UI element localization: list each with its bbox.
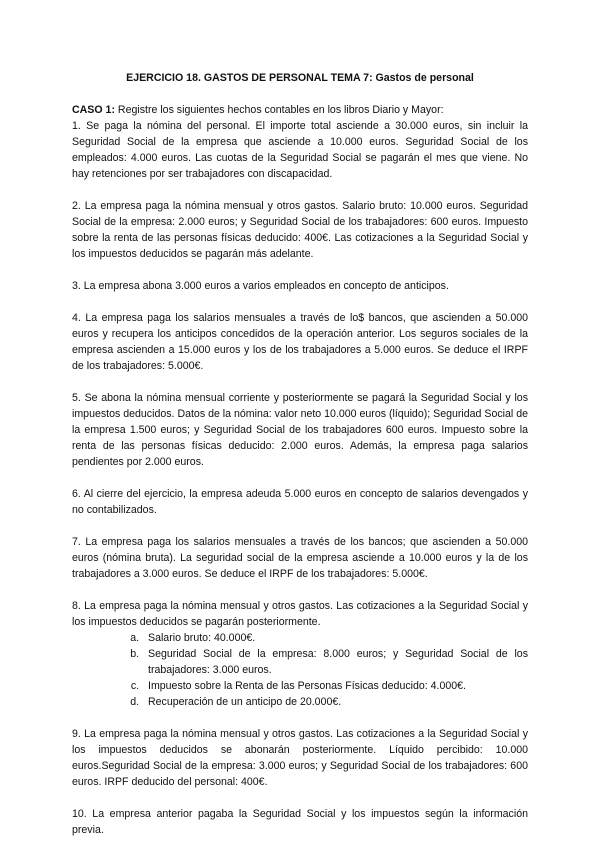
exercise-item-9: 9. La empresa paga la nómina mensual y otros gastos. Las cotizaciones a la Seguridad Social y los impuestos deducidos se abonarán posteriormente. Líquido percibido: 10.000 euros.Seguridad Social de la empresa: 3.000 euros; y Seguridad Social de los trabajadores: 600 euros. IRPF deducido del personal: 400€.: [72, 728, 528, 788]
document-body: [72, 102, 528, 854]
exercise-item-3: 3. La empresa abona 3.000 euros a varios empleados en concepto de anticipos.: [72, 280, 449, 292]
caso-intro: [72, 102, 528, 182]
exercise-item-6: 6. Al cierre del ejercicio, la empresa adeuda 5.000 euros en concepto de salarios devengados y no contabilizados.: [72, 488, 528, 516]
exercise-item-7: 7. La empresa paga los salarios mensuales a través de los bancos; que ascienden a 50.000 euros (nómina bruta). La seguridad social de la empresa asciende a 10.000 euros y la de los trabajadores a 3.000 euros. Se deduce el IRPF de los trabajadores: 5.000€.: [72, 536, 528, 580]
exercise-item-8-sublist: [72, 630, 528, 710]
caso-intro-text: Registre los siguientes hechos contables en los libros Diario y Mayor:: [114, 104, 444, 116]
sub-item-b: b. Seguridad Social de la empresa: 8.000 euros; y Seguridad Social de los trabajadores: 3.000 euros.: [142, 646, 528, 678]
sub-item-a: a. Salario bruto: 40.000€.: [142, 630, 528, 646]
exercise-item-8: 8. La empresa paga la nómina mensual y otros gastos. Las cotizaciones a la Seguridad Social y los impuestos deducidos se pagarán posteriormente.: [72, 600, 528, 628]
exercise-item-1: 1. Se paga la nómina del personal. El importe total asciende a 30.000 euros, sin incluir la Seguridad Social de la empresa que asciende a 10.000 euros. Seguridad Social de los empleados: 4.000 euros. Las cuotas de la Seguridad Social se pagarán el mes que viene. No hay retenciones por ser trabajadores con discapacidad.: [72, 120, 528, 180]
page-title: EJERCICIO 18. GASTOS DE PERSONAL TEMA 7: Gastos de personal: [126, 72, 474, 84]
exercise-item-5: 5. Se abona la nómina mensual corriente y posteriormente se pagará la Seguridad Social y los impuestos deducidos. Datos de la nómina: valor neto 10.000 euros (líquido); Seguridad Social de la empresa 1.500 euros; y Seguridad Social de los trabajadores 600 euros. Impuesto sobre la renta de las personas físicas deducido: 2.000 euros. Además, la empresa paga salarios pendientes por 2.000 euros.: [72, 392, 528, 468]
exercise-item-10: 10. La empresa anterior pagaba la Seguridad Social y los impuestos según la información previa.: [72, 808, 528, 836]
sub-item-c: c. Impuesto sobre la Renta de las Personas Físicas deducido: 4.000€.: [142, 678, 528, 694]
caso-label: CASO 1:: [72, 104, 115, 116]
exercise-item-2: 2. La empresa paga la nómina mensual y otros gastos. Salario bruto: 10.000 euros. Seguridad Social de la empresa: 2.000 euros; y Seguridad Social de los trabajadores: 600 euros. Impuesto sobre la renta de las personas físicas deducido: 400€. Las cotizaciones a la Seguridad Social y los impuestos deducidos se pagarán más adelante.: [72, 200, 528, 260]
exercise-item-4: 4. La empresa paga los salarios mensuales a través de lo$ bancos, que ascienden a 50.000 euros y recupera los anticipos concedidos de la operación anterior. Los seguros sociales de la empresa ascienden a 15.000 euros y los de los trabajadores a 5.000 euros. Se deduce el IRPF de los trabajadores: 5.000€.: [72, 312, 528, 372]
sub-item-d: d. Recuperación de un anticipo de 20.000€.: [142, 694, 528, 710]
